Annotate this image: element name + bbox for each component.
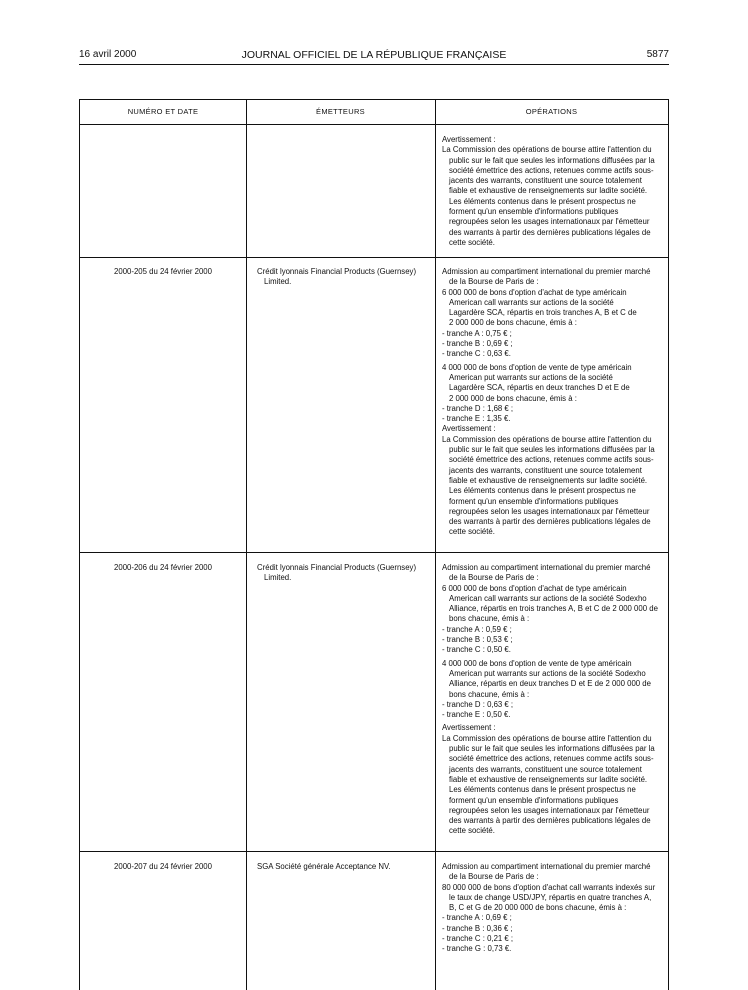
- operation-line: 80 000 000 de bons d'option d'achat call warrants indexés sur: [442, 882, 656, 892]
- operation-line: 4 000 000 de bons d'option de vente de type américain: [442, 362, 632, 372]
- operation-line: regroupées selon les usages internationaux par l'émetteur: [449, 506, 650, 516]
- operation-line: - tranche C : 0,50 €.: [442, 645, 511, 655]
- row-number-date: 2000-205 du 24 février 2000: [114, 267, 212, 276]
- operation-line: 2 000 000 de bons chacune, émis à :: [449, 318, 577, 328]
- operation-line: fiable et exhaustive de renseignements sur ladite société.: [449, 774, 648, 784]
- operation-line: public sur le fait que seules les informations diffusées par la: [449, 155, 655, 165]
- operation-line: - tranche D : 1,68 € ;: [442, 403, 514, 413]
- operations-table: [79, 99, 669, 990]
- operation-line: - tranche A : 0,75 € ;: [442, 328, 512, 338]
- operation-line: - tranche B : 0,53 € ;: [442, 635, 513, 645]
- operation-line: jacents des warrants, constituent une source totalement: [449, 465, 642, 475]
- operation-line: regroupées selon les usages internationaux par l'émetteur: [449, 217, 650, 227]
- column-header-emetteurs: ÉMETTEURS: [316, 107, 365, 116]
- issuer-name: Crédit lyonnais Financial Products (Guernsey): [257, 267, 417, 276]
- operation-line: des warrants à partir des dernières publications légales de: [449, 517, 651, 527]
- operation-line: public sur le fait que seules les informations diffusées par la: [449, 744, 655, 754]
- operation-line: société émettrice des actions, retenues comme actifs sous-: [449, 165, 654, 175]
- issuer-cell: [257, 267, 435, 288]
- issuer-name: SGA Société générale Acceptance NV.: [257, 862, 391, 871]
- operation-line: American put warrants sur actions de la société Sodexho: [449, 668, 646, 678]
- operation-line: Les éléments contenus dans le présent prospectus ne: [449, 196, 636, 206]
- operation-line: La Commission des opérations de bourse attire l'attention du: [442, 145, 652, 155]
- operation-line: - tranche B : 0,36 € ;: [442, 923, 513, 933]
- operation-line: B, C et G de 20 000 000 de bons chacune, émis à :: [449, 903, 627, 913]
- journal-title: JOURNAL OFFICIEL DE LA RÉPUBLIQUE FRANÇAISE: [241, 49, 507, 61]
- operation-line: - tranche G : 0,73 €.: [442, 944, 512, 954]
- operation-line: 4 000 000 de bons d'option de vente de type américain: [442, 658, 632, 668]
- operation-line: des warrants à partir des dernières publications légales de: [449, 227, 651, 237]
- operation-line: - tranche C : 0,21 € ;: [442, 934, 514, 944]
- row-number-date: 2000-207 du 24 février 2000: [114, 862, 212, 871]
- operation-line: Avertissement :: [442, 424, 496, 434]
- operations-cell: [442, 862, 666, 955]
- issuer-name: Crédit lyonnais Financial Products (Guernsey): [257, 563, 417, 572]
- operations-cell: [442, 563, 666, 837]
- operation-line: de la Bourse de Paris de :: [449, 277, 539, 287]
- operation-line: American call warrants sur actions de la société: [449, 297, 614, 307]
- operation-line: jacents des warrants, constituent une source totalement: [449, 764, 642, 774]
- header-rule: [79, 64, 669, 65]
- operation-line: - tranche A : 0,69 € ;: [442, 913, 512, 923]
- operation-line: fiable et exhaustive de renseignements sur ladite société.: [449, 186, 648, 196]
- column-header-numero: NUMÉRO ET DATE: [127, 107, 199, 116]
- operation-line: Alliance, répartis en trois tranches A, B et C de 2 000 000 de: [449, 604, 658, 614]
- operations-cell: [442, 267, 666, 538]
- operation-line: cette société.: [449, 237, 495, 247]
- operation-line: de la Bourse de Paris de :: [449, 872, 539, 882]
- operation-line: Admission au compartiment international du premier marché: [442, 563, 651, 572]
- operation-line: fiable et exhaustive de renseignements sur ladite société.: [449, 475, 648, 485]
- operation-line: - tranche C : 0,63 €.: [442, 349, 511, 359]
- page-number: 5877: [646, 49, 669, 60]
- row-number-date: 2000-206 du 24 février 2000: [114, 563, 212, 572]
- operation-line: La Commission des opérations de bourse attire l'attention du: [442, 434, 652, 444]
- operation-line: 2 000 000 de bons chacune, émis à :: [449, 393, 577, 403]
- column-header-operations: OPÉRATIONS: [525, 107, 578, 116]
- operation-line: forment qu'un ensemble d'informations publiques: [449, 795, 619, 805]
- operation-line: bons chacune, émis à :: [449, 614, 530, 624]
- row-divider: [80, 552, 668, 553]
- row-divider: [80, 851, 668, 852]
- operation-line: - tranche D : 0,63 € ;: [442, 699, 514, 709]
- operation-line: société émettrice des actions, retenues comme actifs sous-: [449, 455, 654, 465]
- row-divider: [80, 257, 668, 258]
- operation-line: American put warrants sur actions de la société: [449, 372, 613, 382]
- operation-line: jacents des warrants, constituent une source totalement: [449, 176, 642, 186]
- operation-line: Alliance, répartis en deux tranches D et E de 2 000 000 de: [449, 679, 651, 689]
- operation-line: bons chacune, émis à :: [449, 689, 530, 699]
- issuer-name-cont: Limited.: [264, 573, 292, 583]
- operation-line: 6 000 000 de bons d'option d'achat de type américain: [442, 583, 627, 593]
- operation-line: Lagardère SCA, répartis en trois tranches A, B et C de: [449, 308, 637, 318]
- operation-line: Lagardère SCA, répartis en deux tranches D et E de: [449, 383, 630, 393]
- column-divider: [435, 100, 436, 990]
- operation-line: Avertissement :: [442, 723, 496, 733]
- operation-line: société émettrice des actions, retenues comme actifs sous-: [449, 754, 654, 764]
- operation-line: Admission au compartiment international du premier marché: [442, 267, 651, 276]
- operation-line: public sur le fait que seules les informations diffusées par la: [449, 445, 655, 455]
- operation-line: - tranche E : 1,35 €.: [442, 414, 511, 424]
- operation-line: Avertissement :: [442, 135, 496, 144]
- column-divider: [246, 100, 247, 990]
- operation-line: de la Bourse de Paris de :: [449, 573, 539, 583]
- operation-line: Les éléments contenus dans le présent prospectus ne: [449, 486, 636, 496]
- operation-line: 6 000 000 de bons d'option d'achat de type américain: [442, 287, 627, 297]
- operation-line: forment qu'un ensemble d'informations publiques: [449, 496, 619, 506]
- operation-line: American call warrants sur actions de la société Sodexho: [449, 593, 647, 603]
- issuer-cell: [257, 862, 435, 872]
- issue-date: 16 avril 2000: [79, 49, 137, 60]
- operations-cell: [442, 135, 666, 248]
- issuer-name-cont: Limited.: [264, 277, 292, 287]
- operation-line: cette société.: [449, 527, 495, 537]
- page-header: [79, 49, 669, 63]
- operation-line: regroupées selon les usages internationaux par l'émetteur: [449, 805, 650, 815]
- operation-line: Les éléments contenus dans le présent prospectus ne: [449, 785, 636, 795]
- operation-line: La Commission des opérations de bourse attire l'attention du: [442, 733, 652, 743]
- header-divider: [80, 124, 668, 125]
- operation-line: - tranche B : 0,69 € ;: [442, 339, 513, 349]
- operation-line: le taux de change USD/JPY, répartis en quatre tranches A,: [449, 892, 652, 902]
- operation-line: forment qu'un ensemble d'informations publiques: [449, 207, 619, 217]
- operation-line: - tranche A : 0,59 € ;: [442, 624, 512, 634]
- operation-line: Admission au compartiment international du premier marché: [442, 862, 651, 871]
- operation-line: des warrants à partir des dernières publications légales de: [449, 816, 651, 826]
- operation-line: cette société.: [449, 826, 495, 836]
- operation-line: - tranche E : 0,50 €.: [442, 710, 511, 720]
- issuer-cell: [257, 563, 435, 584]
